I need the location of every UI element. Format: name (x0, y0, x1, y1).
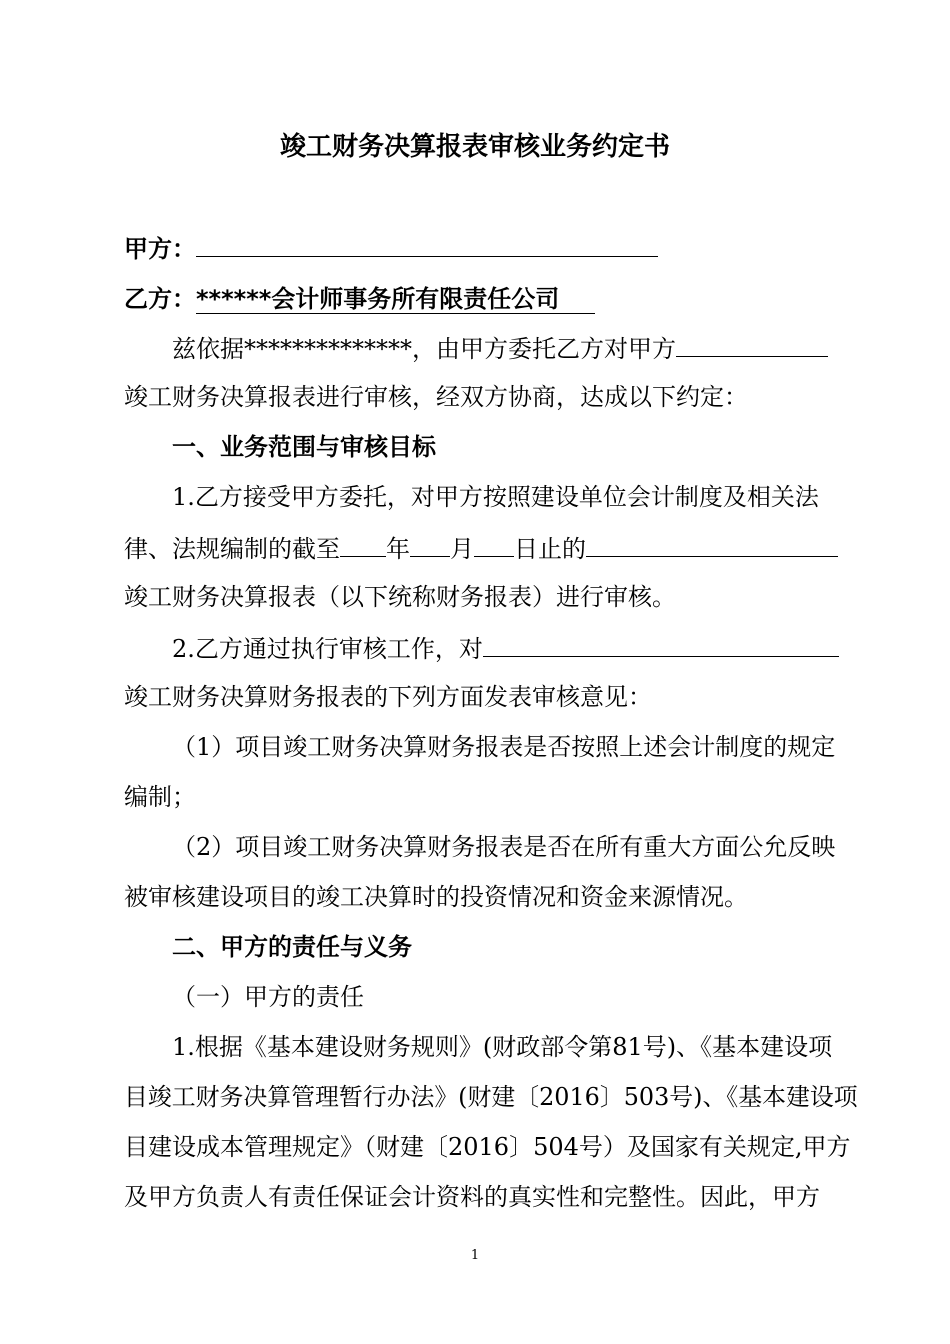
s2-item1-line1: 1.根据《基本建设财务规则》(财政部令第81号)、《基本建设项 (172, 1033, 833, 1061)
section2-subheading: （一）甲方的责任 (172, 983, 364, 1011)
s1-item2-blank (483, 632, 839, 657)
sub2-line1: （2）项目竣工财务决算财务报表是否在所有重大方面公允反映 (172, 833, 836, 861)
s1-item2-line2: 竣工财务决算财务报表的下列方面发表审核意见： (124, 683, 652, 711)
intro-line-2: 竣工财务决算报表进行审核，经双方协商，达成以下约定： (124, 383, 748, 411)
document-title: 竣工财务决算报表审核业务约定书 (279, 132, 670, 162)
day-label: 日止的 (514, 535, 586, 563)
s1-item1-line2 (124, 532, 838, 562)
s1-item1-prefix: 律、法规编制的截至 (124, 535, 340, 563)
party-a-line (124, 232, 658, 262)
s1-item2-line1 (172, 632, 839, 662)
year-label: 年 (386, 535, 410, 563)
section2-heading: 二、甲方的责任与义务 (172, 933, 412, 961)
day-blank (474, 532, 514, 557)
intro-text-1: 兹依据**************，由甲方委托乙方对甲方 (172, 335, 676, 363)
s1-item1-line1: 1.乙方接受甲方委托，对甲方按照建设单位会计制度及相关法 (172, 483, 819, 511)
page-number: 1 (470, 1248, 480, 1263)
year-blank (340, 532, 386, 557)
party-b-name: ******会计师事务所有限责任公司 (196, 285, 595, 314)
sub1-line1: （1）项目竣工财务决算财务报表是否按照上述会计制度的规定 (172, 733, 836, 761)
s1-item2-text: 2.乙方通过执行审核工作，对 (172, 635, 483, 663)
s2-item1-line2: 目竣工财务决算管理暂行办法》(财建〔2016〕503号)、《基本建设项 (124, 1083, 858, 1111)
party-a-blank (196, 232, 658, 257)
intro-line-1 (172, 332, 828, 362)
section1-heading: 一、业务范围与审核目标 (172, 433, 436, 461)
month-label: 月 (450, 535, 474, 563)
month-blank (410, 532, 450, 557)
project-blank (586, 532, 838, 557)
s2-item1-line3: 目建设成本管理规定》（财建〔2016〕504号）及国家有关规定,甲方 (124, 1133, 851, 1161)
party-b-line (124, 284, 595, 314)
party-a-label: 甲方： (124, 235, 196, 263)
s1-item1-line3: 竣工财务决算报表（以下统称财务报表）进行审核。 (124, 583, 676, 611)
sub2-line2: 被审核建设项目的竣工决算时的投资情况和资金来源情况。 (124, 883, 748, 911)
party-b-label: 乙方： (124, 285, 196, 313)
intro-blank (676, 332, 828, 357)
sub1-line2: 编制； (124, 783, 196, 811)
s2-item1-line4: 及甲方负责人有责任保证会计资料的真实性和完整性。因此，甲方 (124, 1183, 820, 1211)
